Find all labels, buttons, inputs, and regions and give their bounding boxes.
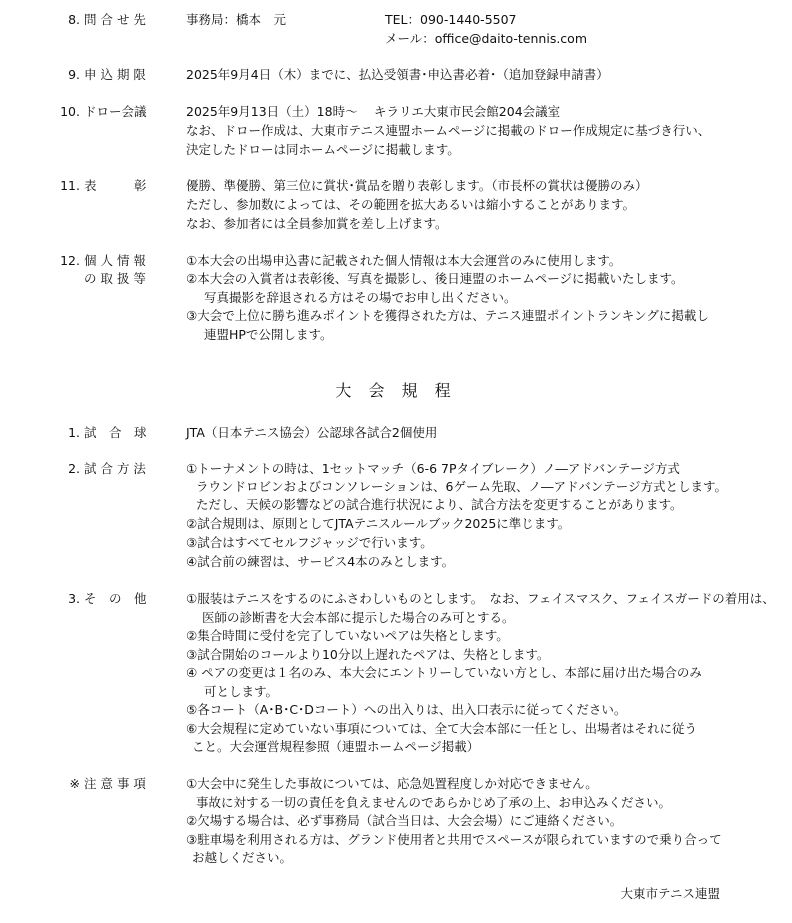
match-method-line: ①トーナメントの時は、1セットマッチ（6-6 7Pタイブレーク）ノ―アドバンテージ方式 [186, 461, 680, 476]
draw-meeting-line: なお、ドロー作成は、大東市テニス連盟ホームページに掲載のドロー作成規定に基づき行い、 [186, 123, 711, 138]
other-rule-line: ④ ペアの変更は１名のみ、本大会にエントリーしていない方とし、本部に届け出た場合のみ [186, 665, 702, 680]
draw-meeting-line: 2025年9月13日（土）18時～ キラリエ大東市民会館204会議室 [186, 104, 561, 119]
draw-meeting-line: 決定したドローは同ホームページに掲載します。 [186, 142, 460, 157]
privacy-line: 連盟HPで公開します。 [204, 327, 333, 342]
rule-1-label [50, 425, 147, 441]
section-number: 10. [60, 104, 80, 119]
notes-line: ①大会中に発生した事故については、応急処置程度しか対応できません。 [186, 776, 598, 791]
rules-heading: 大 会 規 程 [335, 381, 457, 400]
notes-line: ③駐車場を利用される方は、グランド使用者と共用でスペースが限られていますので乗り合って [186, 832, 722, 847]
notes-line: 事故に対する一切の責任を負えませんのであらかじめ了承の上、お申込みください。 [196, 795, 672, 810]
notes-mark: ※ [69, 776, 80, 791]
section-title: 申 込 期 限 [84, 67, 146, 82]
rule-2-label [50, 461, 146, 477]
contact-tel: TEL：090-1440-5507 [385, 12, 517, 27]
other-rule-line: ②集合時間に受付を完了していないペアは失格とします。 [186, 628, 509, 643]
contact-mail: メール：office@daito-tennis.com [385, 31, 587, 46]
rule-number: 2. [68, 461, 80, 476]
section-12-label [50, 253, 146, 269]
section-9-label [50, 67, 146, 83]
match-method-line: ラウンドロビンおよびコンソレーションは、6ゲーム先取、ノ―アドバンテージ方式とします。 [196, 479, 727, 494]
privacy-line: ②本大会の入賞者は表彰後、写真を撮影し、後日連盟のホームページに掲載いたします。 [186, 271, 684, 286]
other-rule-line: こと。大会運営規程参照（連盟ホームページ掲載） [192, 739, 480, 754]
notes-line: ②欠場する場合は、必ず事務局（試合当日は、大会会場）にご連絡ください。 [186, 813, 623, 828]
match-method-line: ③試合はすべてセルフジャッジで行います。 [186, 535, 433, 550]
section-title: ドロー会議 [84, 104, 147, 119]
privacy-line: 写真撮影を辞退される方はその場でお申し出ください。 [204, 290, 517, 305]
other-rule-line: ①服装はテニスをするのにふさわしいものとします。 なお、フェイスマスク、フェイスガードの着用は、 [186, 591, 775, 606]
award-line: ただし、参加数によっては、その範囲を拡大あるいは縮小することがあります。 [186, 197, 636, 212]
deadline-text: 2025年9月4日（木）までに、払込受領書･申込書必着･（追加登録申請書） [186, 67, 609, 82]
section-number: 12. [60, 253, 80, 268]
rule-title: 試 合 球 [84, 425, 147, 440]
organizer-name: 大東市テニス連盟 [620, 886, 720, 901]
award-line: なお、参加者には全員参加賞を差し上げます。 [186, 216, 448, 231]
section-12-label-2: の 取 扱 等 [84, 271, 146, 286]
section-title: 個 人 情 報 [84, 253, 146, 268]
rule-number: 1. [68, 425, 80, 440]
section-title: 問 合 せ 先 [84, 12, 146, 27]
section-8-label [50, 12, 146, 28]
match-method-line: ④試合前の練習は、サービス4本のみとします。 [186, 554, 455, 569]
other-rule-line: ⑤各コート（A･B･C･Dコート）への出入りは、出入口表示に従ってください。 [186, 702, 627, 717]
notes-line: お越しください。 [192, 850, 293, 865]
section-number: 9. [68, 67, 80, 82]
ball-line: JTA（日本テニス協会）公認球各試合2個使用 [186, 425, 438, 440]
rule-3-label [50, 591, 147, 607]
other-rule-line: ⑥大会規程に定めていない事項については、全て大会本部に一任とし、出場者はそれに従う [186, 721, 697, 736]
section-title: 表 彰 [84, 178, 147, 193]
match-method-line: ただし、天候の影響などの試合進行状況により、試合方法を変更することがあります。 [196, 497, 683, 512]
privacy-line: ①本大会の出場申込書に記載された個人情報は本大会運営のみに使用します。 [186, 253, 622, 268]
section-number: 8. [68, 12, 80, 27]
section-10-label [50, 104, 147, 120]
award-line: 優勝、準優勝、第三位に賞状･賞品を贈り表彰します。（市長杯の賞状は優勝のみ） [186, 178, 648, 193]
notes-label [50, 776, 146, 792]
rule-title: 試 合 方 法 [84, 461, 146, 476]
privacy-line: ③大会で上位に勝ち進みポイントを獲得された方は、テニス連盟ポイントランキングに掲載し [186, 308, 709, 323]
contact-office: 事務局：橋本 元 [186, 12, 287, 27]
match-method-line: ②試合規則は、原則としてJTAテニスルールブック2025に準じます。 [186, 516, 571, 531]
notes-title: 注 意 事 項 [84, 776, 146, 791]
rule-number: 3. [68, 591, 80, 606]
other-rule-line: 医師の診断書を大会本部に提示した場合のみ可とする。 [202, 610, 515, 625]
section-number: 11. [60, 178, 80, 193]
section-11-label [50, 178, 147, 194]
other-rule-line: ③試合開始のコールより10分以上遅れたペアは、失格とします。 [186, 647, 550, 662]
rule-title: そ の 他 [84, 591, 147, 606]
other-rule-line: 可とします。 [204, 684, 279, 699]
